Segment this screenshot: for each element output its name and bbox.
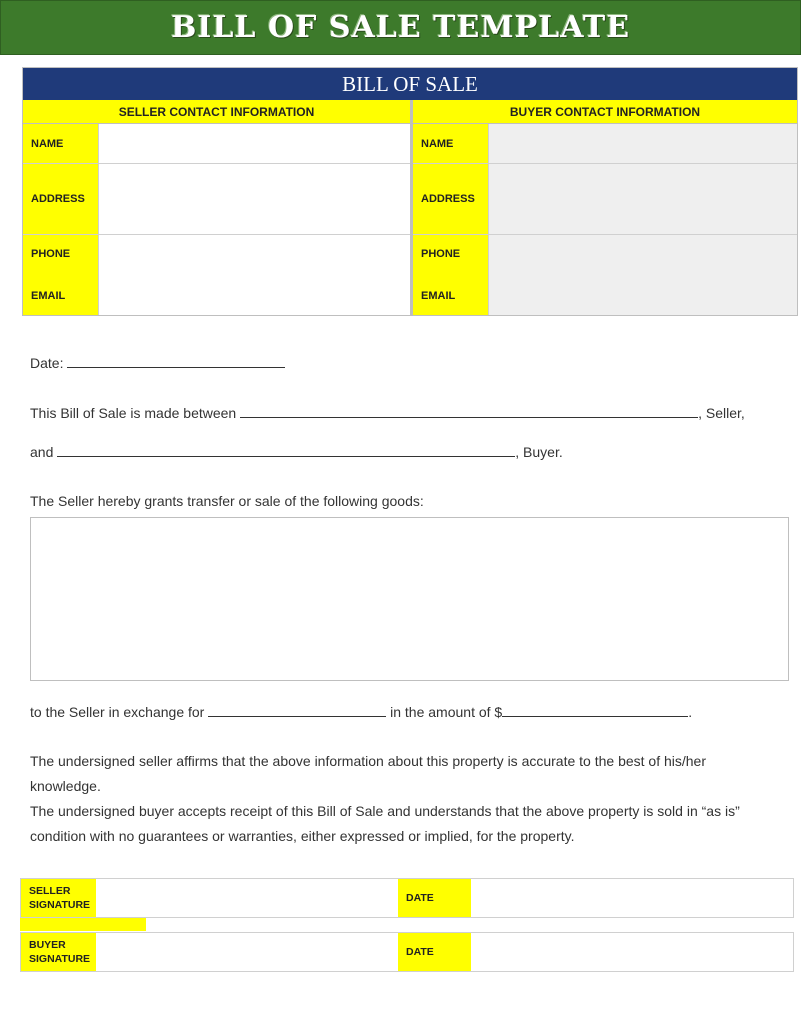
buyer-signature-field[interactable]	[96, 933, 398, 971]
seller-signature-label-line1: SELLER	[29, 885, 71, 897]
seller-heading: SELLER CONTACT INFORMATION	[23, 100, 410, 124]
seller-signature-row	[20, 878, 794, 918]
date-blank[interactable]	[67, 354, 285, 368]
seller-suffix: , Seller,	[698, 405, 745, 421]
buyer-phone-label: PHONE	[421, 248, 461, 260]
exchange-prefix: to the Seller in exchange for	[30, 704, 205, 720]
buyer-phone-email-labels	[413, 235, 489, 315]
made-between-text: This Bill of Sale is made between	[30, 405, 237, 421]
buyer-email-label: EMAIL	[421, 290, 456, 302]
page-banner	[0, 0, 801, 55]
amount-suffix: .	[688, 704, 693, 720]
contact-form	[22, 67, 798, 316]
seller-name-field[interactable]	[99, 124, 410, 163]
buyer-signature-label-line2: SIGNATURE	[29, 953, 91, 965]
buyer-signature-row	[20, 932, 794, 972]
buyer-section	[410, 100, 797, 315]
seller-phone-email-labels	[23, 235, 99, 315]
banner-title: BILL OF SALE TEMPLATE	[170, 10, 631, 45]
seller-address-field[interactable]	[99, 164, 410, 234]
buyer-address-label: ADDRESS	[413, 164, 489, 234]
seller-signature-label	[21, 879, 96, 917]
date-label: Date:	[30, 355, 64, 371]
seller-phone-label: PHONE	[31, 248, 71, 260]
date-line	[30, 354, 285, 371]
exchange-blank[interactable]	[208, 703, 386, 717]
and-line	[30, 443, 563, 460]
amount-label: in the amount of $	[390, 704, 503, 720]
seller-date-field[interactable]	[471, 879, 793, 917]
seller-phone-email-field[interactable]	[99, 235, 410, 315]
seller-name-label: NAME	[23, 124, 99, 163]
seller-email-label: EMAIL	[31, 290, 66, 302]
signature-divider-strip	[20, 918, 146, 931]
seller-date-label: DATE	[398, 879, 471, 917]
buyer-suffix: , Buyer.	[515, 444, 563, 460]
made-between-line	[30, 404, 745, 421]
goods-description-box[interactable]	[30, 517, 789, 681]
exchange-line	[30, 703, 692, 720]
buyer-address-field[interactable]	[489, 164, 797, 234]
buyer-name-label: NAME	[413, 124, 489, 163]
seller-name-blank[interactable]	[240, 404, 698, 418]
seller-section	[23, 100, 410, 315]
seller-signature-label-line2: SIGNATURE	[29, 899, 91, 911]
buyer-name-blank[interactable]	[57, 443, 515, 457]
and-text: and	[30, 444, 54, 460]
form-header: BILL OF SALE	[23, 68, 797, 100]
seller-signature-field[interactable]	[96, 879, 398, 917]
buyer-acceptance: The undersigned buyer accepts receipt of this Bill of Sale and understands that the above property is sold in “as is” condition with no guarantees or warranties, either expressed or implied, for the property.	[30, 803, 740, 844]
buyer-date-label: DATE	[398, 933, 471, 971]
buyer-signature-label	[21, 933, 96, 971]
seller-affirmation: The undersigned seller affirms that the above information about this property is accurate to the best of his/her knowledge.	[30, 753, 707, 794]
seller-address-label: ADDRESS	[23, 164, 99, 234]
buyer-phone-email-field[interactable]	[489, 235, 797, 315]
buyer-signature-label-line1: BUYER	[29, 939, 66, 951]
buyer-date-field[interactable]	[471, 933, 793, 971]
buyer-heading: BUYER CONTACT INFORMATION	[413, 100, 797, 124]
grants-text: The Seller hereby grants transfer or sale of the following goods:	[30, 493, 424, 509]
buyer-name-field[interactable]	[489, 124, 797, 163]
amount-blank[interactable]	[502, 703, 688, 717]
